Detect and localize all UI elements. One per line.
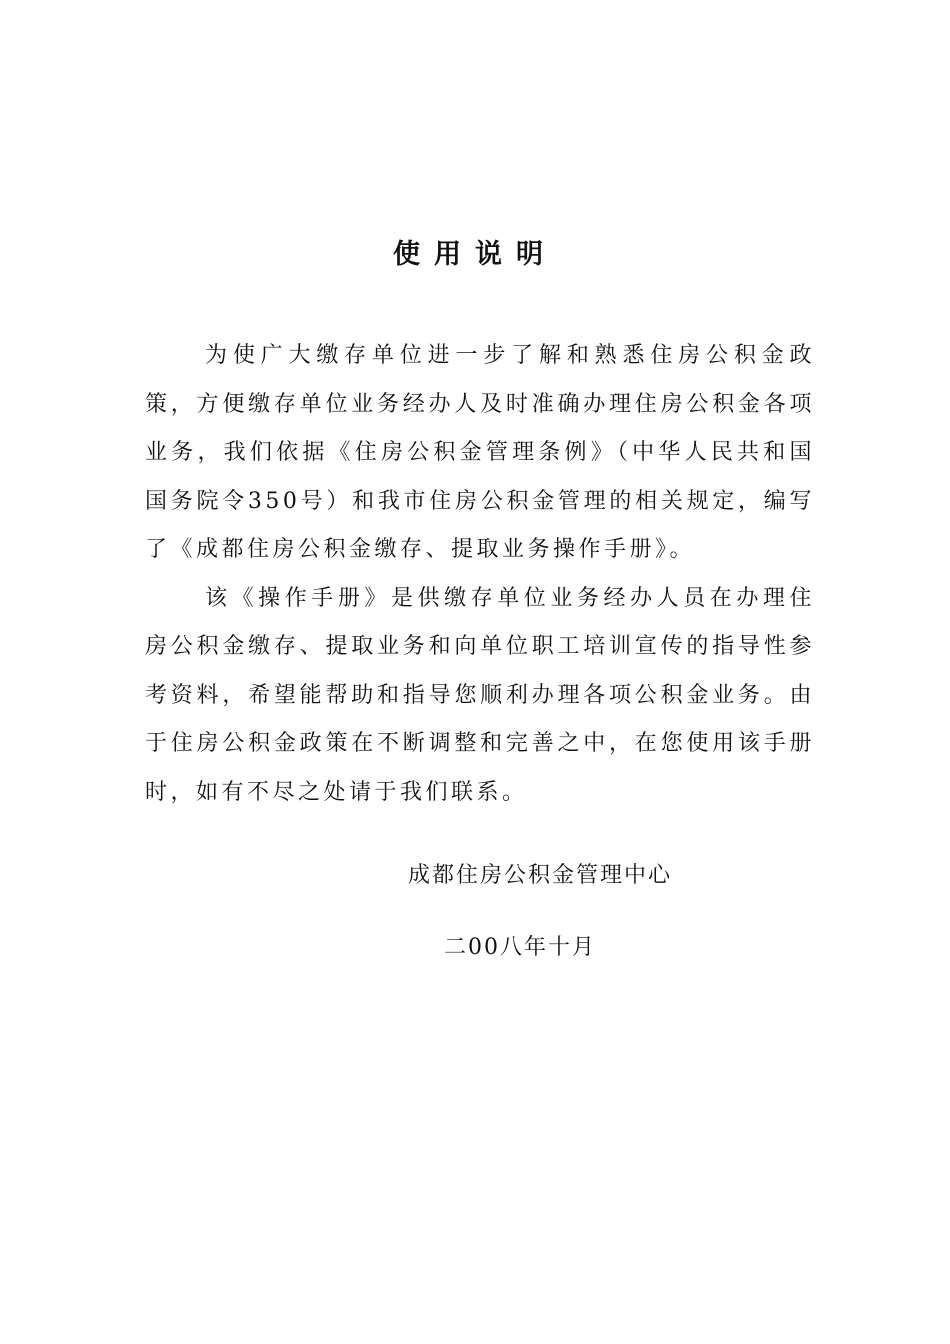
document-body	[145, 332, 815, 817]
paragraph-1: 为使广大缴存单位进一步了解和熟悉住房公积金政策，方便缴存单位业务经办人及时准确办理住房公积金各项业务，我们依据《住房公积金管理条例》（中华人民共和国国务院令350号）和我市住房公积金管理的相关规定，编写了《成都住房公积金缴存、提取业务操作手册》。	[145, 343, 815, 562]
signature: 成都住房公积金管理中心	[408, 863, 673, 888]
date: 二00八年十月	[444, 935, 596, 960]
paragraph-2: 该《操作手册》是供缴存单位业务经办人员在办理住房公积金缴存、提取业务和向单位职工培训宣传的指导性参考资料，希望能帮助和指导您顺利办理各项公积金业务。由于住房公积金政策在不断调整和完善之中，在您使用该手册时，如有不尽之处请于我们联系。	[145, 585, 815, 805]
page-title: 使用说明	[393, 239, 557, 270]
